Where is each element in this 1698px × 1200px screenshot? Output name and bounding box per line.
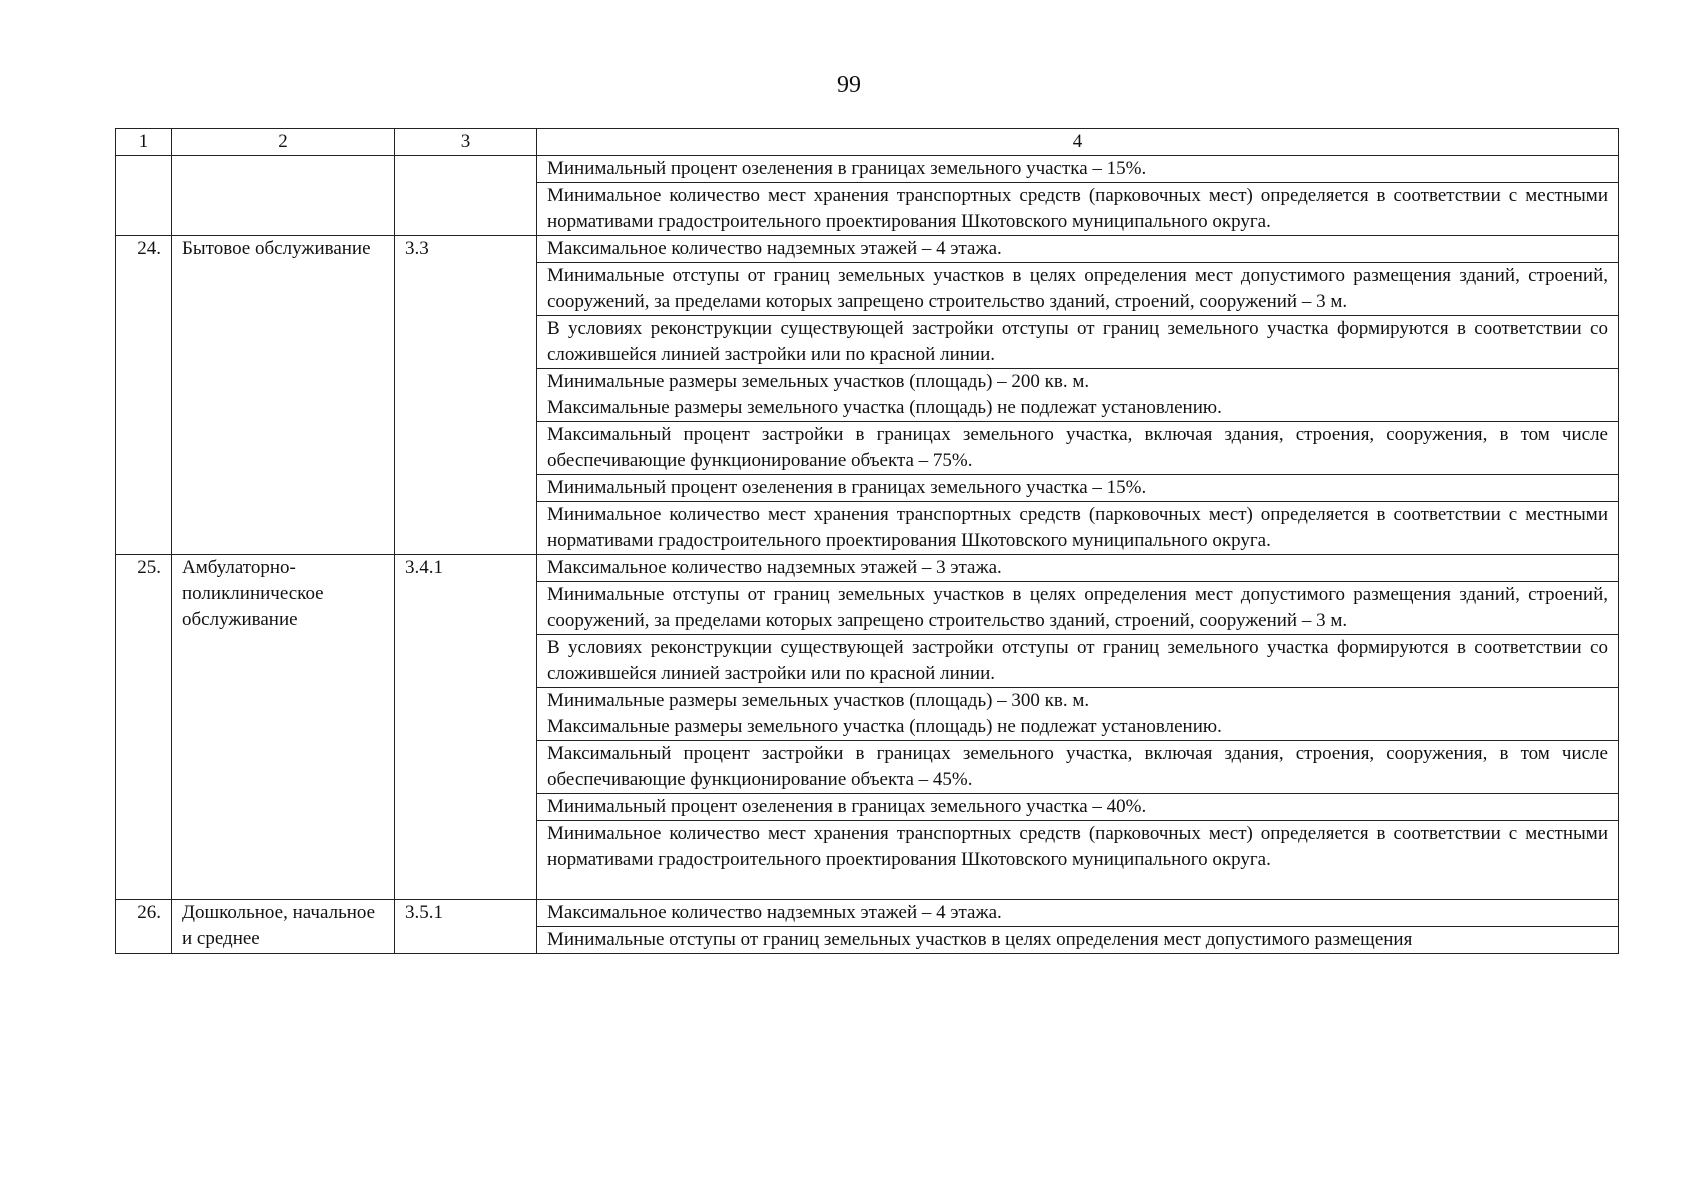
use-code: 3.3: [395, 236, 537, 555]
table-row: [116, 555, 1619, 582]
param-text: В условиях реконструкции существующей застройки отступы от границ земельного участка формируются в соответствии со сложившейся линией застройки или по красной линии.: [537, 316, 1619, 369]
page-number: 99: [837, 72, 861, 98]
use-code: 3.4.1: [395, 555, 537, 900]
use-code: 3.5.1: [395, 900, 537, 954]
use-name: Дошкольное, начальное и среднее: [172, 900, 395, 954]
regulations-table: [115, 128, 1619, 954]
param-text: Минимальный процент озеленения в границах земельного участка – 15%.: [537, 156, 1619, 183]
cont-code: [395, 156, 537, 236]
param-text: В условиях реконструкции существующей застройки отступы от границ земельного участка формируются в соответствии со сложившейся линией застройки или по красной линии.: [537, 635, 1619, 688]
param-text: Максимальный процент застройки в границах земельного участка, включая здания, строения, сооружения, в том числе обеспечивающие функционирование объекта – 45%.: [537, 741, 1619, 794]
param-text: [537, 688, 1619, 741]
param-line: Максимальные размеры земельного участка (площадь) не подлежат установлению.: [547, 397, 1222, 418]
header-col-3: 3: [395, 129, 537, 156]
param-text: Минимальный процент озеленения в границах земельного участка – 40%.: [537, 794, 1619, 821]
param-text: Максимальный процент застройки в границах земельного участка, включая здания, строения, сооружения, в том числе обеспечивающие функционирование объекта – 75%.: [537, 422, 1619, 475]
header-row: [116, 129, 1619, 156]
param-line: Максимальные размеры земельного участка (площадь) не подлежат установлению.: [547, 716, 1222, 737]
param-text: Минимальные отступы от границ земельных участков в целях определения мест допустимого размещения зданий, строений, сооружений, за пределами которых запрещено строительство зданий, строений, сооружений – 3 м.: [537, 582, 1619, 635]
table-row: [116, 156, 1619, 183]
row-number: 25.: [116, 555, 172, 900]
param-line: Минимальные размеры земельных участков (площадь) – 300 кв. м.: [547, 690, 1090, 711]
param-text: Минимальное количество мест хранения транспортных средств (парковочных мест) определяется в соответствии с местными нормативами градостроительного проектирования Шкотовского муниципального округа.: [537, 821, 1619, 900]
header-col-2: 2: [172, 129, 395, 156]
row-number: 24.: [116, 236, 172, 555]
row-number: 26.: [116, 900, 172, 954]
table-row: [116, 236, 1619, 263]
param-text: Максимальное количество надземных этажей – 3 этажа.: [537, 555, 1619, 582]
param-text: [537, 369, 1619, 422]
cont-num: [116, 156, 172, 236]
table-row: [116, 900, 1619, 927]
header-col-1: 1: [116, 129, 172, 156]
param-text: Минимальное количество мест хранения транспортных средств (парковочных мест) определяется в соответствии с местными нормативами градостроительного проектирования Шкотовского муниципального округа.: [537, 502, 1619, 555]
use-name: Бытовое обслуживание: [172, 236, 395, 555]
param-text: Минимальные отступы от границ земельных участков в целях определения мест допустимого размещения зданий, строений, сооружений, за пределами которых запрещено строительство зданий, строений, сооружений – 3 м.: [537, 263, 1619, 316]
param-text: Минимальное количество мест хранения транспортных средств (парковочных мест) определяется в соответствии с местными нормативами градостроительного проектирования Шкотовского муниципального округа.: [537, 183, 1619, 236]
cont-name: [172, 156, 395, 236]
header-col-4: 4: [537, 129, 1619, 156]
param-text: Максимальное количество надземных этажей – 4 этажа.: [537, 236, 1619, 263]
use-name: Амбулаторно-поликлиническое обслуживание: [172, 555, 395, 900]
param-text: Минимальный процент озеленения в границах земельного участка – 15%.: [537, 475, 1619, 502]
param-text: Минимальные отступы от границ земельных участков в целях определения мест допустимого размещения: [537, 927, 1619, 954]
param-text: Максимальное количество надземных этажей – 4 этажа.: [537, 900, 1619, 927]
param-line: Минимальные размеры земельных участков (площадь) – 200 кв. м.: [547, 371, 1090, 392]
